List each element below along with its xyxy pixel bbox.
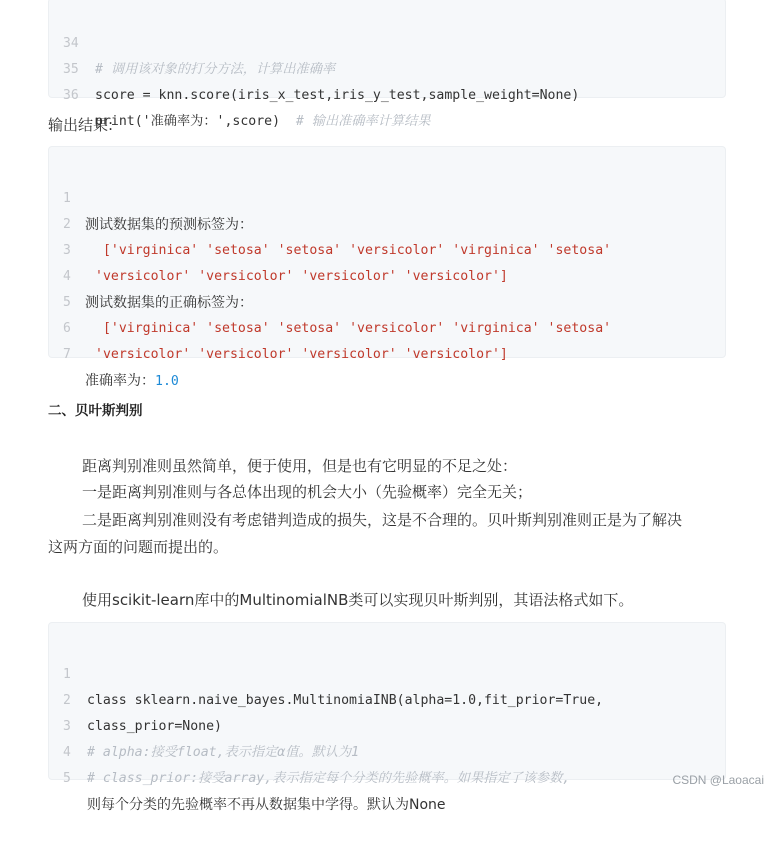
- accuracy-label: 准确率为：: [85, 373, 155, 389]
- output-text: [85, 368, 179, 395]
- output-label: 输出结果:: [48, 116, 114, 134]
- output-text: 测试数据集的正确标签为：: [85, 295, 253, 311]
- code-line: [49, 316, 179, 389]
- section-heading: 二、贝叶斯判别: [48, 403, 143, 419]
- code-text: class sklearn.naive_bayes.MultinomiaINB(alpha=1.0,fit_prior=True,: [87, 693, 604, 708]
- line-number: 3: [63, 243, 71, 258]
- output-text: 'versicolor' 'versicolor' 'versicolor' 'versicolor']: [95, 347, 508, 362]
- line-number: 1: [63, 667, 71, 682]
- code-text: [95, 109, 431, 135]
- code-text: score = knn.score(iris_x_test,iris_y_test,sample_weight=None): [95, 88, 580, 103]
- line-number: 6: [63, 321, 71, 336]
- code-block-output: [48, 146, 726, 389]
- paragraph-line: 使用scikit-learn库中的MultinomialNB类可以实现贝叶斯判别，其语法格式如下。: [82, 591, 634, 609]
- line-number: 7: [63, 347, 71, 362]
- code-line: [49, 238, 253, 311]
- line-number: 2: [63, 693, 71, 708]
- line-number: 4: [63, 269, 71, 284]
- output-text: 测试数据集的预测标签为：: [85, 217, 253, 233]
- output-text: ['virginica' 'setosa' 'setosa' 'versicolor' 'virginica' 'setosa': [95, 243, 612, 258]
- code-line: [49, 160, 253, 233]
- code-comment: # 输出准确率计算结果: [295, 114, 431, 129]
- csdn-watermark: CSDN @Laoacai: [672, 773, 764, 787]
- print-statement: print('准确率为：',score): [95, 114, 281, 129]
- paragraph-line: 一是距离判别准则与各总体出现的机会大小（先验概率）完全无关；: [82, 483, 533, 501]
- line-number: 2: [63, 217, 71, 232]
- output-text: ['virginica' 'setosa' 'setosa' 'versicolor' 'virginica' 'setosa': [95, 321, 612, 336]
- line-number: 36: [63, 88, 79, 103]
- line-number: 4: [63, 745, 71, 760]
- code-line: [49, 662, 222, 734]
- code-text: 则每个分类的先验概率不再从数据集中学得。默认为None: [87, 797, 446, 813]
- line-number: 1: [63, 191, 71, 206]
- paragraph-line: 这两方面的问题而提出的。: [48, 538, 229, 556]
- code-comment: # class_prior:接受array,表示指定每个分类的先验概率。如果指定了该参数,: [87, 771, 571, 786]
- code-text: class_prior=None): [87, 719, 222, 734]
- line-number: 5: [63, 295, 71, 310]
- accuracy-value: 1.0: [155, 374, 179, 389]
- line-number: 3: [63, 719, 71, 734]
- paragraph-line: 距离判别准则虽然简单，便于使用，但是也有它明显的不足之处：: [82, 457, 518, 475]
- code-comment: # 调用该对象的打分方法，计算出准确率: [95, 62, 336, 77]
- line-number: 35: [63, 62, 79, 77]
- line-number: 34: [63, 36, 79, 51]
- line-number: 5: [63, 771, 71, 786]
- code-comment: # alpha:接受float,表示指定α值。默认为1: [87, 745, 360, 760]
- paragraph-line: 二是距离判别准则没有考虑错判造成的损失，这是不合理的。贝叶斯判别准则正是为了解决: [82, 511, 683, 529]
- output-text: 'versicolor' 'versicolor' 'versicolor' 'versicolor']: [95, 269, 508, 284]
- code-line: [49, 636, 604, 708]
